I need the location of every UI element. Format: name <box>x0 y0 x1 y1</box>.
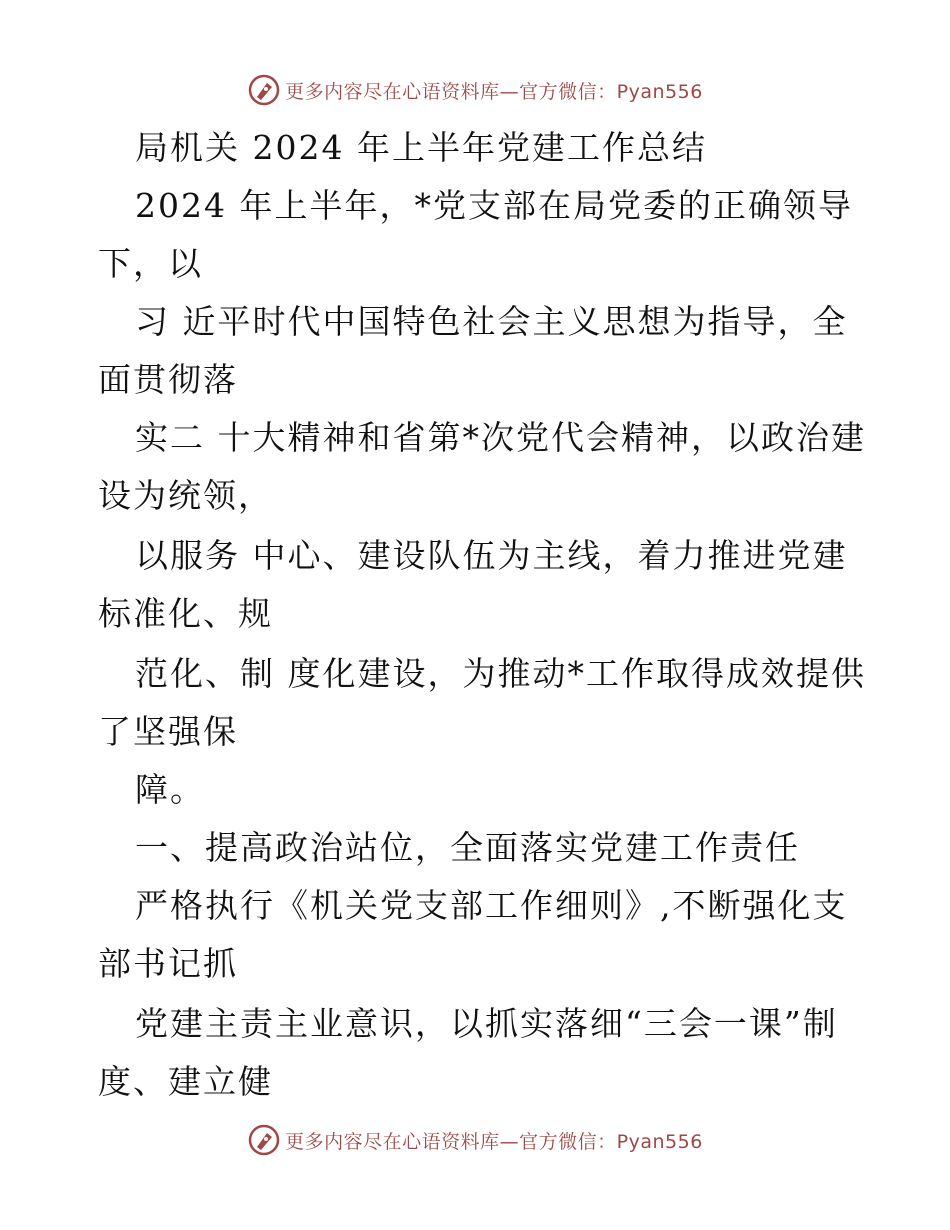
text-line: 了坚强保 <box>98 712 238 751</box>
text-line: 2024 年上半年，*党支部在局党委的正确领导 <box>135 186 853 225</box>
text-line: 范化、制 度化建设，为推动*工作取得成效提供 <box>135 654 866 693</box>
text-line: 下，以 <box>98 244 203 283</box>
document-title: 局机关 2024 年上半年党建工作总结 <box>135 128 707 167</box>
text-line: 习 近平时代中国特色社会主义思想为指导，全 <box>135 302 848 341</box>
text-line: 实二 十大精神和省第*次党代会精神，以政治建 <box>135 418 866 457</box>
text-line: 面贯彻落 <box>98 360 238 399</box>
text-line: 障。 <box>135 770 205 809</box>
text-line: 设为统领， <box>98 476 273 515</box>
text-line: 党建主责主业意识，以抓实落细“三会一课”制 <box>135 1004 838 1043</box>
watermark-banner-top <box>0 70 950 110</box>
pen-nib-logo-icon <box>247 1123 281 1157</box>
watermark-banner-bottom <box>0 1120 950 1160</box>
section-heading: 一、提高政治站位，全面落实党建工作责任 <box>135 828 800 867</box>
text-line: 部书记抓 <box>98 944 238 983</box>
text-line: 严格执行《机关党支部工作细则》,不断强化支 <box>135 886 848 925</box>
pen-nib-logo-icon <box>247 73 281 107</box>
watermark-text: 更多内容尽在心语资料库—官方微信：Pyan556 <box>285 80 703 103</box>
text-line: 以服务 中心、建设队伍为主线，着力推进党建 <box>135 536 848 575</box>
watermark-text: 更多内容尽在心语资料库—官方微信：Pyan556 <box>285 1130 703 1153</box>
text-line: 度、建立健 <box>98 1062 273 1101</box>
text-line: 标准化、规 <box>98 594 273 633</box>
